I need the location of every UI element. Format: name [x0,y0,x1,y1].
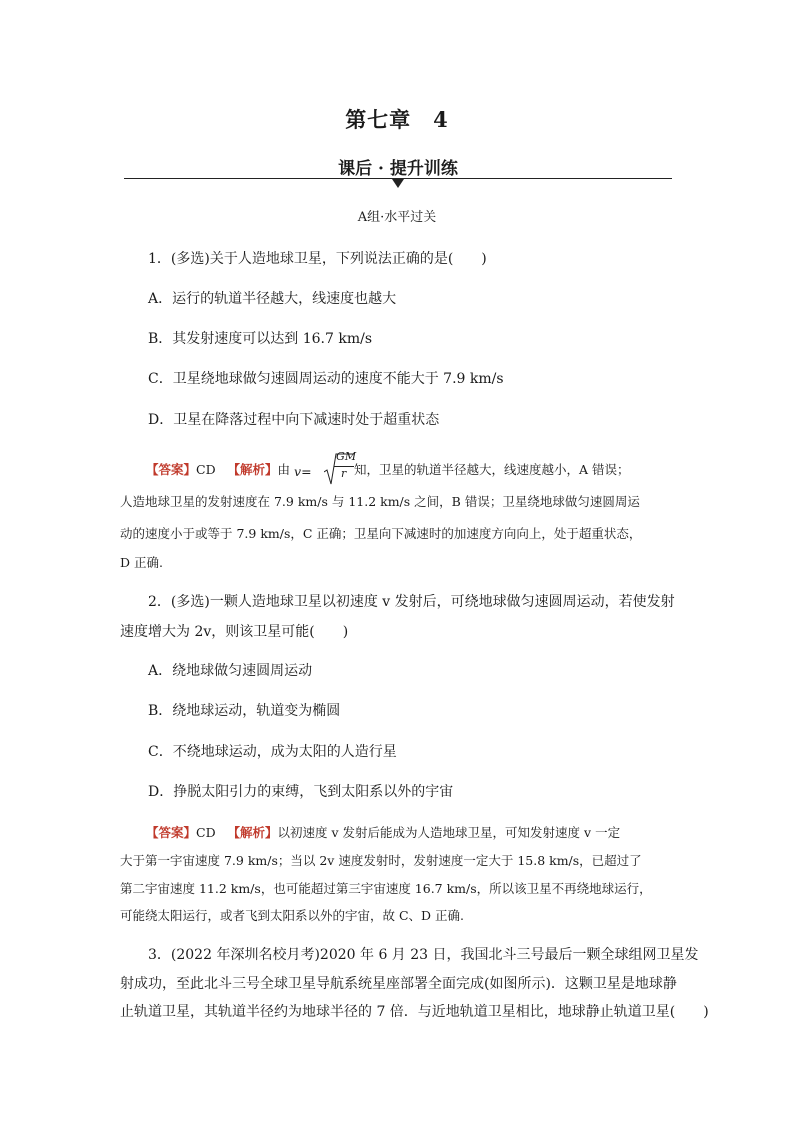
answer-tag: 【答案】 [146,462,197,477]
formula-denominator: r [341,466,347,480]
q2-stem-line2: 速度增大为 2v，则该卫星可能( ) [120,624,349,640]
q2-analysis-line4: 可能绕太阳运行，或者飞到太阳系以外的宇宙，故 C、D 正确. [120,908,465,923]
q2-option-a: A．绕地球做匀速圆周运动 [148,663,313,679]
q2-option-d: D．挣脱太阳引力的束缚，飞到太阳系以外的宇宙 [148,784,454,800]
q1-analysis-line4: D 正确. [120,555,163,570]
section-header [124,154,672,190]
q1-answer-line [146,449,630,480]
q2-answer-line [146,823,620,841]
q1-option-b: B．其发射速度可以达到 16.7 km/s [148,331,373,347]
q1-analysis-line3: 动的速度小于或等于 7.9 km/s，C 正确；卫星向下减速时的加速度方向向上，处于超重状态， [120,526,642,541]
q2-stem-line1: 2．(多选)一颗人造地球卫星以初速度 v 发射后，可绕地球做匀速圆周运动，若使发射 [148,594,675,610]
q1-analysis-line1: 知，卫星的轨道半径越大，线速度越小，A 错误； [354,462,630,477]
group-title: A组·水平过关 [357,210,437,225]
q2-answer: CD [196,825,216,840]
q3-stem-line1: 3．(2022 年深圳名校月考)2020 年 6 月 23 日，我国北斗三号最后一颗全球组网卫星发 [148,947,699,963]
q1-stem: 1．(多选)关于人造地球卫星，下列说法正确的是( ) [148,251,487,267]
formula-eq: = [301,463,312,479]
formula-v: v [294,463,302,479]
q1-option-c: C．卫星绕地球做匀速圆周运动的速度不能大于 7.9 km/s [148,371,504,387]
q1-option-d: D．卫星在降落过程中向下减速时处于超重状态 [148,412,440,428]
section-title: 课后 · 提升训练 [338,159,458,179]
formula-numerator: GM [336,449,357,463]
chapter-title: 第七章 4 [345,107,449,132]
analysis-tag: 【解析】 [227,462,278,477]
q3-stem-line2: 射成功，至此北斗三号全球卫星导航系统星座部署全面完成(如图所示)．这颗卫星是地球静 [120,976,677,992]
answer-tag: 【答案】 [146,825,197,840]
triangle-marker-icon [392,179,404,188]
q2-option-c: C．不绕地球运动，成为太阳的人造行星 [148,744,397,760]
q2-analysis-line3: 第二宇宙速度 11.2 km/s，也可能超过第三宇宙速度 16.7 km/s，所以该卫星不再绕地球运行， [120,881,652,896]
q2-analysis-line2: 大于第一宇宙速度 7.9 km/s；当以 2v 速度发射时，发射速度一定大于 15.8 km/s，已超过了 [120,853,642,868]
q2-option-b: B．绕地球运动，轨道变为椭圆 [148,703,341,719]
q1-analysis-intro: 由 [277,462,291,477]
q3-stem-line3: 止轨道卫星，其轨道半径约为地球半径的 7 倍．与近地轨道卫星相比，地球静止轨道卫星( ) [120,1004,709,1020]
q1-option-a: A．运行的轨道半径越大，线速度也越大 [148,291,397,307]
velocity-formula [294,449,357,480]
q1-analysis-line2: 人造地球卫星的发射速度在 7.9 km/s 与 11.2 km/s 之间，B 错误；卫星绕地球做匀速圆周运 [120,494,640,509]
q2-analysis-line1: 以初速度 v 发射后能成为人造地球卫星，可知发射速度 v 一定 [277,825,621,840]
q1-answer: CD [196,462,216,477]
analysis-tag: 【解析】 [227,825,278,840]
